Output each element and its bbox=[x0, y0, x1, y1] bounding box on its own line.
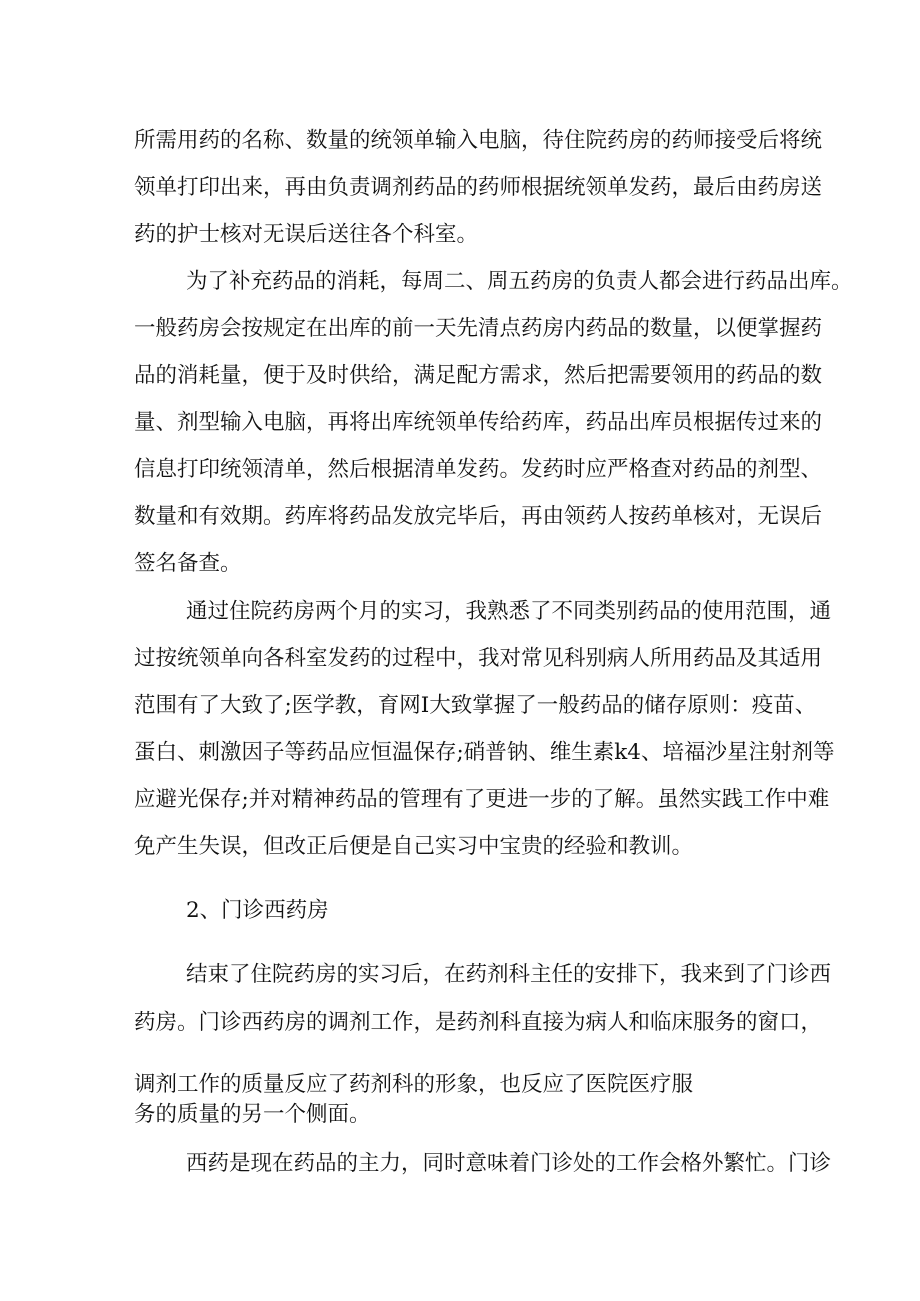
text-line: 一般药房会按规定在出库的前一天先清点药房内药品的数量，以便掌握药 bbox=[134, 316, 823, 341]
text-line: 过按统领单向各科室发药的过程中，我对常见科别病人所用药品及其适用 bbox=[134, 646, 823, 671]
text-line: 应避光保存;并对精神药品的管理有了更进一步的了解。虽然实践工作中难 bbox=[134, 787, 830, 812]
text-line: 西药是现在药品的主力，同时意味着门诊处的工作会格外繁忙。门诊 bbox=[186, 1151, 832, 1176]
text-line: 量、剂型输入电脑，再将出库统领单传给药库，药品出库员根据传过来的 bbox=[134, 410, 823, 435]
text-line: 药房。门诊西药房的调剂工作，是药剂科直接为病人和临床服务的窗口， bbox=[134, 1010, 823, 1035]
text-line: 药的护士核对无误后送往各个科室。 bbox=[134, 222, 479, 247]
text-line: 蛋白、刺激因子等药品应恒温保存;硝普钠、维生素k4、培福沙星注射剂等 bbox=[134, 740, 835, 765]
text-line: 信息打印统领清单，然后根据清单发药。发药时应严格查对药品的剂型、 bbox=[134, 457, 823, 482]
text-line: 品的消耗量，便于及时供给，满足配方需求，然后把需要领用的药品的数 bbox=[134, 363, 823, 388]
text-line: 调剂工作的质量反应了药剂科的形象，也反应了医院医疗服 bbox=[134, 1072, 694, 1097]
text-line: 为了补充药品的消耗，每周二、周五药房的负责人都会进行药品出库。 bbox=[186, 269, 853, 294]
text-line: 务的质量的另一个侧面。 bbox=[134, 1102, 371, 1127]
text-line: 免产生失误，但改正后便是自己实习中宝贵的经验和教训。 bbox=[134, 834, 694, 859]
text-line: 结束了住院药房的实习后，在药剂科主任的安排下，我来到了门诊西 bbox=[186, 962, 832, 987]
section-heading: 2、门诊西药房 bbox=[186, 898, 329, 923]
text-line: 所需用药的名称、数量的统领单输入电脑，待住院药房的药师接受后将统 bbox=[134, 128, 823, 153]
text-line: 签名备查。 bbox=[134, 551, 242, 576]
text-line: 通过住院药房两个月的实习，我熟悉了不同类别药品的使用范围，通 bbox=[186, 599, 832, 624]
text-line: 数量和有效期。药库将药品发放完毕后，再由领药人按药单核对，无误后 bbox=[134, 504, 823, 529]
text-line: 领单打印出来，再由负责调剂药品的药师根据统领单发药，最后由药房送 bbox=[134, 175, 823, 200]
text-line: 范围有了大致了;医学教，育网I大致掌握了一般药品的储存原则：疫苗、 bbox=[134, 693, 817, 718]
